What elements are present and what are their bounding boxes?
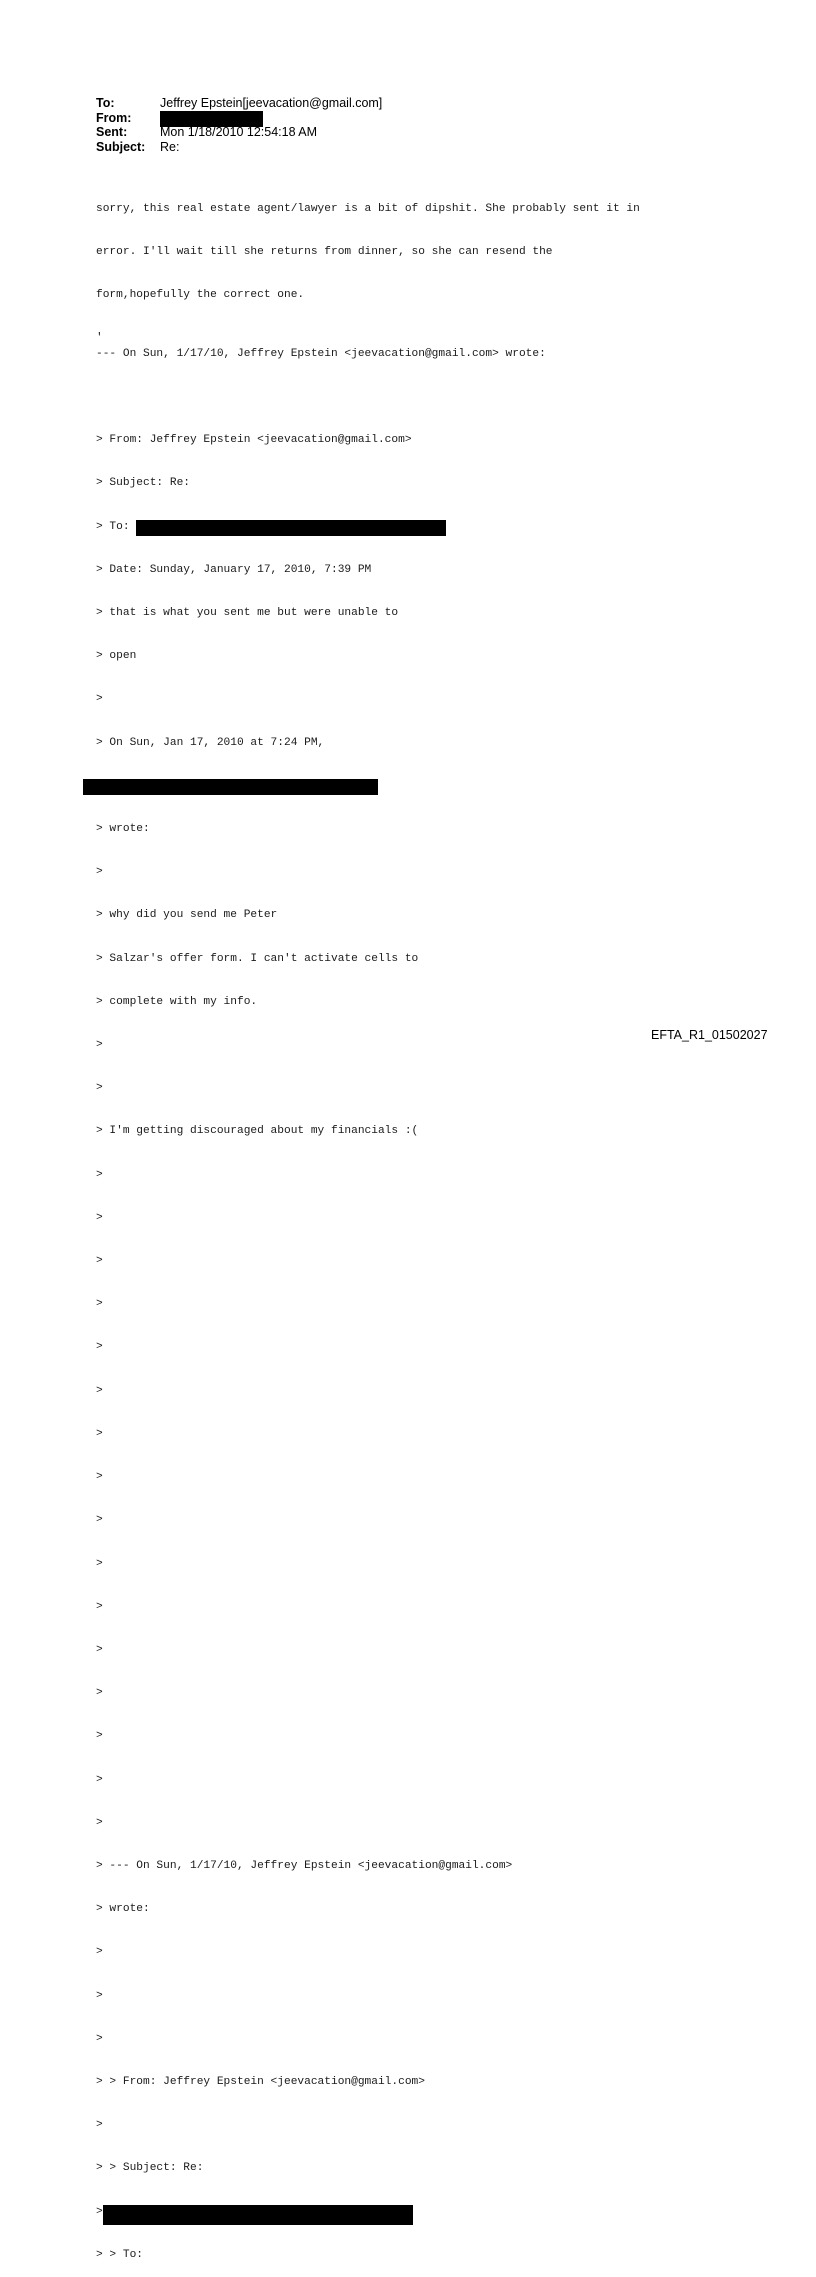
quoted-line: > xyxy=(96,1600,103,1613)
quoted-thread xyxy=(96,318,546,2277)
quoted-line: > xyxy=(96,1773,103,1786)
body-line: sorry, this real estate agent/lawyer is a bit of dipshit. She probably sent it in xyxy=(96,202,640,215)
quoted-line: > xyxy=(96,1255,103,1268)
quoted-line: > xyxy=(96,693,103,706)
quoted-line: > > To: xyxy=(96,2248,150,2261)
quoted-line: > xyxy=(96,1427,103,1440)
quoted-intro: --- On Sun, 1/17/10, Jeffrey Epstein <jeevacation@gmail.com> wrote: xyxy=(96,347,546,360)
quoted-line: > xyxy=(96,1039,103,1052)
quoted-line: > xyxy=(96,1082,103,1095)
body-line: ' xyxy=(96,332,103,345)
subject-row xyxy=(96,140,382,155)
quoted-line: > that is what you sent me but were unable to xyxy=(96,607,399,620)
subject-label: Subject: xyxy=(96,139,146,154)
blank-line xyxy=(96,390,546,404)
quoted-line: > > Subject: Re: xyxy=(96,2162,204,2175)
email-header xyxy=(96,96,382,154)
quoted-line: > On Sun, Jan 17, 2010 at 7:24 PM, xyxy=(96,736,325,749)
from-row xyxy=(96,111,382,126)
quoted-line: > --- On Sun, 1/17/10, Jeffrey Epstein <jeevacation@gmail.com> xyxy=(96,1859,513,1872)
quoted-line: > xyxy=(96,1168,103,1181)
quoted-line: > xyxy=(96,1989,103,2002)
to-row xyxy=(96,96,382,111)
quoted-line: > xyxy=(96,2119,103,2132)
quoted-line: > why did you send me Peter xyxy=(96,909,278,922)
subject-value: Re: xyxy=(160,139,180,154)
quoted-line: > xyxy=(96,866,103,879)
to-value: Jeffrey Epstein[jeevacation@gmail.com] xyxy=(160,96,383,110)
quoted-line: > wrote: xyxy=(96,823,150,836)
to-label: To: xyxy=(96,96,115,110)
quoted-line: > xyxy=(96,1557,103,1570)
quoted-line: > xyxy=(96,2032,103,2045)
quoted-line: > xyxy=(96,1687,103,1700)
redaction-box xyxy=(136,520,446,536)
redaction-box xyxy=(103,2205,413,2225)
quoted-line: > xyxy=(96,1471,103,1484)
quoted-line: > xyxy=(96,1946,103,1959)
quoted-to-line xyxy=(96,520,546,534)
sent-row xyxy=(96,125,382,140)
sent-label: Sent: xyxy=(96,125,128,139)
quoted-line: > xyxy=(96,1643,103,1656)
quoted-line: > open xyxy=(96,650,137,663)
quoted-line: > I'm getting discouraged about my financials :( xyxy=(96,1125,419,1138)
quoted-line: > xyxy=(96,1514,103,1527)
quoted-line: > xyxy=(96,1730,103,1743)
document-id: EFTA_R1_01502027 xyxy=(651,1028,768,1042)
quoted-to-line-nested xyxy=(96,2205,546,2219)
from-label: From: xyxy=(96,110,132,125)
quoted-line: > xyxy=(96,1816,103,1829)
quoted-line: > xyxy=(96,1384,103,1397)
quoted-line: > To: xyxy=(96,520,137,533)
quoted-line: > From: Jeffrey Epstein <jeevacation@gmail.com> xyxy=(96,434,412,447)
quoted-line: > xyxy=(96,1298,103,1311)
quoted-line: > xyxy=(96,2205,103,2218)
quoted-line: > > From: Jeffrey Epstein <jeevacation@gmail.com> xyxy=(96,2075,425,2088)
sent-value: Mon 1/18/2010 12:54:18 AM xyxy=(160,125,318,139)
quoted-line: > Date: Sunday, January 17, 2010, 7:39 PM xyxy=(96,563,372,576)
quoted-line: > wrote: xyxy=(96,1903,150,1916)
body-line: error. I'll wait till she returns from dinner, so she can resend the xyxy=(96,246,553,259)
body-line: form,hopefully the correct one. xyxy=(96,289,305,302)
quoted-line: > Subject: Re: xyxy=(96,477,190,490)
quoted-redacted-line xyxy=(96,779,546,793)
quoted-line: > Salzar's offer form. I can't activate cells to xyxy=(96,952,419,965)
redaction-box xyxy=(83,779,378,795)
quoted-line: > xyxy=(96,1341,103,1354)
quoted-line: > xyxy=(96,1211,103,1224)
quoted-line: > complete with my info. xyxy=(96,995,258,1008)
